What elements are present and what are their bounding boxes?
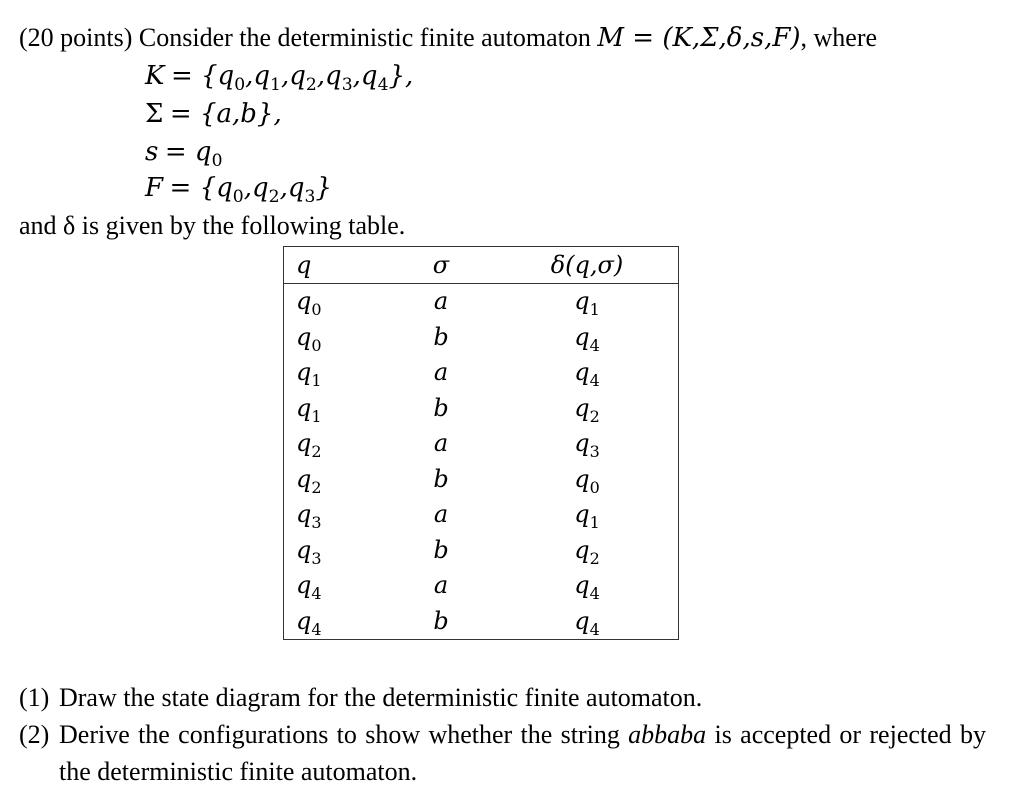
transition-table bbox=[283, 246, 679, 640]
definition-lhs: Σ bbox=[145, 99, 164, 129]
cell-next-state: $q_1$ bbox=[574, 500, 600, 533]
cell-state: $q_0$ bbox=[296, 287, 322, 320]
definition-F: $F = \{q_0,q_2,q_3\}$ bbox=[145, 173, 332, 207]
cell-next-state: $q_4$ bbox=[574, 322, 600, 355]
cell-state: $q_0$ bbox=[296, 322, 322, 355]
cell-symbol: a bbox=[433, 287, 449, 316]
cell-next-state: $q_2$ bbox=[574, 535, 600, 568]
table-row bbox=[284, 603, 679, 639]
cell-next-state: $q_3$ bbox=[574, 429, 600, 462]
definition-Sigma: Σ = {a,b}, bbox=[145, 99, 282, 129]
table-row bbox=[284, 390, 679, 426]
question-2 bbox=[19, 716, 986, 790]
cell-symbol: a bbox=[433, 571, 449, 600]
cell-next-state: $q_4$ bbox=[574, 358, 600, 391]
table-intro: and δ is given by the following table. bbox=[19, 211, 406, 240]
definition-rhs: $\{q_0,q_1,q_2,q_3,q_4\}$, bbox=[201, 61, 414, 95]
table-row bbox=[284, 532, 679, 568]
table-row bbox=[284, 283, 679, 319]
definition-lhs: F bbox=[145, 173, 164, 203]
cell-state: $q_1$ bbox=[296, 393, 322, 426]
intro-suffix: , where bbox=[800, 23, 878, 52]
table-header-row bbox=[284, 247, 679, 284]
cell-state: $q_2$ bbox=[296, 464, 322, 497]
cell-next-state: $q_2$ bbox=[574, 393, 600, 426]
cell-next-state: $q_4$ bbox=[574, 606, 600, 639]
cell-state: $q_4$ bbox=[296, 571, 322, 604]
question-number: (2) bbox=[19, 720, 50, 749]
definition-K: $K = \{q_0,q_1,q_2,q_3,q_4\}$, bbox=[145, 61, 414, 95]
cell-symbol: a bbox=[433, 429, 449, 458]
definition-s: $s = q_0$ bbox=[145, 137, 223, 171]
question-number: (1) bbox=[19, 683, 50, 712]
cell-state: $q_3$ bbox=[296, 500, 322, 533]
question-text: Draw the state diagram for the deterministic finite automaton. bbox=[59, 683, 703, 712]
cell-symbol: a bbox=[433, 500, 449, 529]
table-row bbox=[284, 355, 679, 391]
table-row bbox=[284, 461, 679, 497]
question-1 bbox=[19, 679, 986, 716]
cell-symbol: b bbox=[433, 606, 449, 635]
intro-prefix: (20 points) Consider the deterministic finite automaton bbox=[19, 23, 591, 52]
definition-lhs: s bbox=[145, 137, 159, 167]
cell-symbol: b bbox=[433, 464, 449, 493]
cell-state: $q_1$ bbox=[296, 358, 322, 391]
problem-intro bbox=[19, 22, 877, 54]
cell-symbol: b bbox=[433, 322, 449, 351]
question-text-after: is accepted or rejected by the deterministic finite automaton. bbox=[59, 720, 986, 786]
intro-formula: M = (K,Σ,δ,s,F) bbox=[597, 23, 801, 53]
cell-next-state: $q_1$ bbox=[574, 287, 600, 320]
question-text bbox=[59, 716, 986, 790]
header-delta: δ(q,σ) bbox=[476, 247, 679, 284]
table-row bbox=[284, 497, 679, 533]
cell-next-state: $q_4$ bbox=[574, 571, 600, 604]
definition-rhs: $\{q_0,q_2,q_3\}$ bbox=[199, 173, 332, 207]
cell-symbol: a bbox=[433, 358, 449, 387]
question-string: abbaba bbox=[628, 720, 707, 749]
cell-next-state: $q_0$ bbox=[574, 464, 600, 497]
cell-symbol: b bbox=[433, 535, 449, 564]
header-symbol: σ bbox=[406, 247, 476, 284]
cell-symbol: b bbox=[433, 393, 449, 422]
question-text-before: Derive the configurations to show whether the string bbox=[59, 720, 620, 749]
definition-lhs: K bbox=[145, 61, 165, 91]
cell-state: $q_2$ bbox=[296, 429, 322, 462]
table-row bbox=[284, 568, 679, 604]
cell-state: $q_4$ bbox=[296, 606, 322, 639]
cell-state: $q_3$ bbox=[296, 535, 322, 568]
header-state: q bbox=[284, 247, 407, 284]
definition-rhs: $q_0$ bbox=[194, 137, 223, 171]
transition-table-body bbox=[284, 283, 679, 639]
definition-rhs: {a,b}, bbox=[199, 99, 282, 129]
table-row bbox=[284, 319, 679, 355]
table-row bbox=[284, 426, 679, 462]
